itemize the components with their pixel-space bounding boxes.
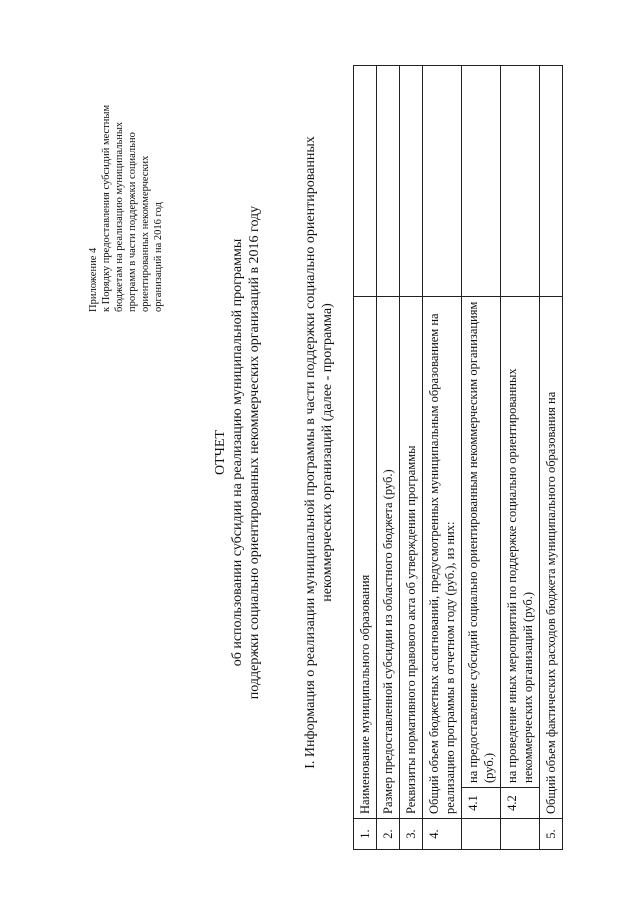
row-number-empty bbox=[462, 819, 501, 850]
row-number-empty bbox=[501, 819, 540, 850]
appendix-line: программ в части поддержки социально bbox=[127, 132, 138, 312]
row-value-cell[interactable] bbox=[462, 66, 501, 297]
row-number: 1. bbox=[354, 819, 377, 850]
row-value-cell[interactable] bbox=[400, 66, 423, 297]
row-number: 2. bbox=[377, 819, 400, 850]
table-row bbox=[462, 66, 501, 850]
table-row bbox=[400, 66, 423, 850]
appendix-line: к Порядку предоставления субсидий местным bbox=[101, 104, 112, 312]
table-row bbox=[423, 66, 462, 850]
row-number: 4. bbox=[423, 819, 462, 850]
appendix-line: бюджетам на реализацию муниципальных bbox=[114, 121, 125, 312]
report-subtitle-line: поддержки социально ориентированных некоммерческих организаций в 2016 году bbox=[247, 205, 262, 700]
row-value-cell[interactable] bbox=[423, 66, 462, 297]
row-label: Наименование муниципального образования bbox=[354, 297, 377, 819]
section-heading bbox=[302, 40, 336, 865]
row-label: на проведение иных мероприятий по поддержке социально ориентированных некоммерческих организаций (руб.) bbox=[501, 297, 540, 788]
row-value-cell[interactable] bbox=[377, 66, 400, 297]
row-value-cell[interactable] bbox=[540, 66, 563, 297]
table-row bbox=[501, 66, 540, 850]
report-subtitle-line: об использовании субсидии на реализацию муниципальной программы bbox=[230, 238, 245, 667]
row-number: 5. bbox=[540, 819, 563, 850]
row-value-cell[interactable] bbox=[354, 66, 377, 297]
table-row bbox=[377, 66, 400, 850]
row-label: Размер предоставленной субсидии из областного бюджета (руб.) bbox=[377, 297, 400, 819]
appendix-line: организаций на 2016 год bbox=[153, 202, 164, 312]
row-value-cell[interactable] bbox=[501, 66, 540, 297]
appendix-note bbox=[87, 52, 165, 312]
report-table bbox=[353, 65, 563, 850]
row-label: Общий объем бюджетных ассигнований, предусмотренных муниципальным образованием на реализацию программы в отчетном году (руб.), из них: bbox=[423, 297, 462, 819]
row-subnumber: 4.1 bbox=[462, 788, 501, 819]
row-label: на предоставление субсидий социально ориентированным некоммерческим организациям (руб.) bbox=[462, 297, 501, 788]
table-row bbox=[354, 66, 377, 850]
row-number: 3. bbox=[400, 819, 423, 850]
row-label: Реквизиты нормативного правового акта об утверждении программы bbox=[400, 297, 423, 819]
row-label: Общий объем фактических расходов бюджета муниципального образования на bbox=[540, 297, 563, 819]
section-heading-line: некоммерческих организаций (далее - программа) bbox=[320, 303, 335, 602]
section-heading-line: I. Информация о реализации муниципальной программы в части поддержки социально ориентированных bbox=[303, 136, 318, 769]
appendix-line: Приложение 4 bbox=[88, 247, 99, 312]
report-title bbox=[212, 40, 263, 865]
report-heading: ОТЧЕТ bbox=[213, 430, 228, 475]
row-subnumber: 4.2 bbox=[501, 788, 540, 819]
table-row bbox=[540, 66, 563, 850]
appendix-line: ориентированных некоммерческих bbox=[140, 155, 151, 312]
